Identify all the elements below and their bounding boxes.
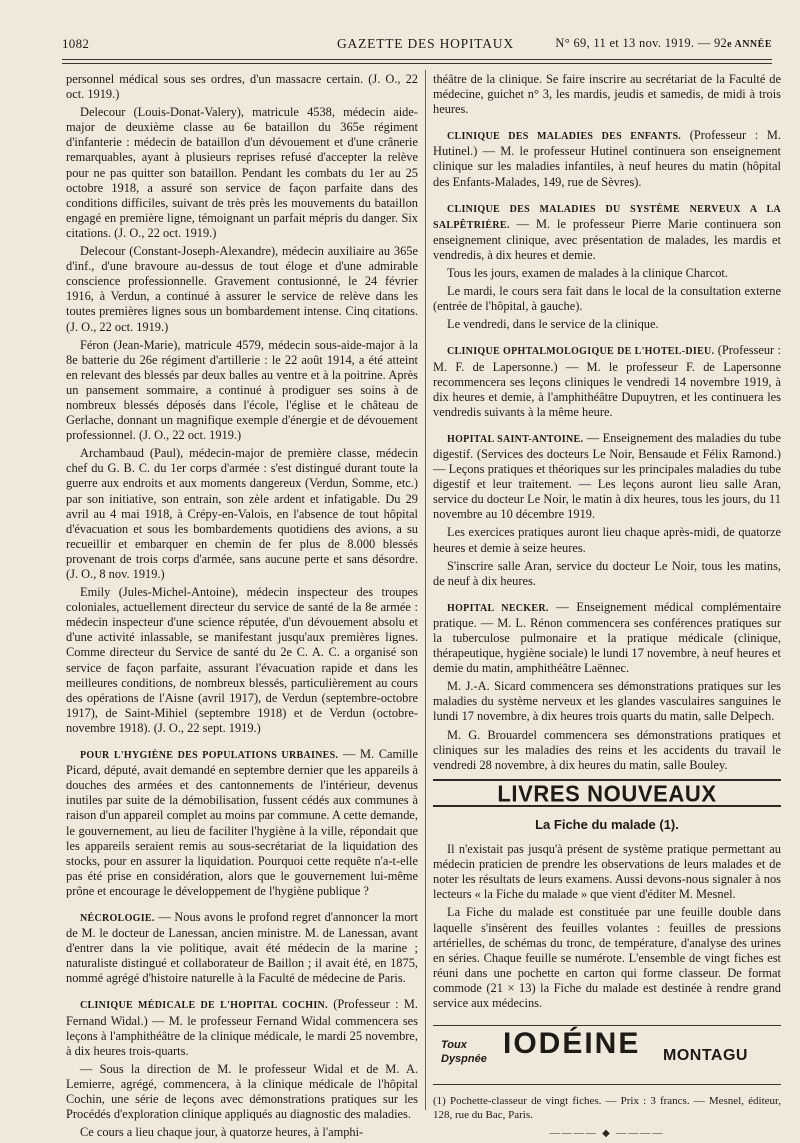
footnote: (1) Pochette-classeur de vingt fiches. — Prix : 3 francs. — Mesnel, éditeur, 128, rue du Bac, Paris. [433,1095,781,1121]
item-heading: NÉCROLOGIE. [80,912,155,924]
item-heading: HOPITAL SAINT-ANTOINE. [447,433,584,445]
ad-indications: Toux Dyspnée [441,1039,487,1066]
item-heading: CLINIQUE DES MALADIES DU SYSTÈME NERVEUX A LA SALPÊTRIÈRE. [433,203,781,231]
paragraph: La Fiche du malade est constituée par une feuille double dans laquelle s'insèrent des feuilles volantes : feuilles de pressions artérielles, de schémas du tronc, de température, d'analyse des urines en séries. Chaque feuille se numérote. L'ensemble de vingt fiches est réuni dans une pochette en carton qui forme classeur. De format commode (21 × 13) la Fiche du malade est destinée à rendre grand service aux médecins. [433,905,781,1010]
paragraph: Le vendredi, dans le service de la clinique. [447,317,659,332]
paragraph: Ce cours a lieu chaque jour, à quatorze heures, à l'amphi- [80,1125,364,1140]
header-rule-2 [62,63,772,64]
spacer [66,902,418,910]
ad-maker: MONTAGU [663,1047,748,1065]
running-header [62,33,772,55]
spacer [433,120,781,128]
right-column [433,72,781,1141]
fleuron-ornament: ———— ◆ ———— [549,1128,665,1140]
left-column [66,72,418,1143]
paragraph: Les exercices pratiques auront lieu chaque après-midi, de quatorze heures et demie à seize heures. [433,525,781,555]
necker-item: HOPITAL NECKER. — Enseignement médical complémentaire pratique. — M. L. Rénon commencera ses conférences pratiques sur la tuberculose pulmonaire et la pratique médicale (clinique, thérapeutique, hygiène sociale) le lundi 17 novembre, à neuf heures et demie du matin, amphithéâtre Laënnec. [433,599,781,676]
column-divider [425,70,426,1110]
item-heading: CLINIQUE DES MALADIES DES ENFANTS. [447,131,682,143]
paragraph: Il n'existait pas jusqu'à présent de système pratique permettant au médecin praticien de prendre les observations de leurs malades et de noter les résultats de leurs examens. Aussi devons-nous signaler à nos lecteurs « la Fiche du malade » que vient d'éditer M. Mesnel. [433,842,781,902]
item-heading: POUR L'HYGIÈNE DES POPULATIONS URBAINES. [80,750,339,762]
cochin-item: CLINIQUE MÉDICALE DE L'HOPITAL COCHIN. (Professeur : M. Fernand Widal.) — M. le professeur Fernand Widal commencera ses leçons à l'amphithéâtre de la clinique médicale, le mardi 25 novembre, à dix heures trois-quarts. [66,997,419,1058]
paragraph: Delecour (Louis-Donat-Valery), matricule 4538, médecin aide-major de deuxième classe au 6e bataillon du 365e régiment d'infanterie : médecin de bataillon d'un dévouement et d'une crânerie remarquables, ayant à plusieurs reprises refusé d'accepter la relève pour ne pas quitter son bataillon. Pendant les combats du 1er au 25 octobre 1918, a assuré son service de façon parfaite dans des conditions difficiles, suivant de très près les mouvements du bataillon engagé en première ligne, témoignant un parfait mépris du danger. Six citations. (J. O., 22 oct. 1919.) [66,105,418,240]
saint-antoine-item: HOPITAL SAINT-ANTOINE. — Enseignement des maladies du tube digestif. (Services des docteurs Le Noir, Bensaude et Félix Ramond.) — Leçons pratiques et théoriques sur les principales maladies du tube digestif et leur traitement. — Les leçons auront lieu salle Aran, service du docteur Le Noir, le matin à dix heures, tous les jours, du 11 novembre au 10 décembre 1919. [433,430,781,522]
section-title: LIVRES NOUVEAUX [497,780,717,807]
issue-info: N° 69, 11 et 13 nov. 1919. — 92e ANNÉE [555,36,772,50]
ad-brand: IODÉINE [503,1027,641,1061]
paragraph: S'inscrire salle Aran, service du docteur Le Noir, tous les matins, de neuf à dix heures. [433,558,781,588]
hygiene-item: POUR L'HYGIÈNE DES POPULATIONS URBAINES. — M. Camille Picard, député, avait demandé en septembre dernier que les appareils à douches des armées et des cantonnements de l'intérieur, devenus inutiles par suite de la démobilisation, fussent cédés aux communes à raison d'un appareil complet au moins par commune. A cette demande, le gouvernement, au lieu de faciliter l'hygiène à la ville, répondait que les appareils seraient remis au sous-secrétariat de la liquidation des stocks, pour en assurer la liquidation. Pourquoi cette requête n'a-t-elle pas été prise en considération, alors que le gouvernement lui-même prône et encourage le développement de l'hygiène publique ? [66,747,418,898]
item-heading: CLINIQUE MÉDICALE DE L'HOPITAL COCHIN. [80,1000,328,1012]
spacer [433,592,781,600]
spacer [66,739,418,747]
paragraph: Féron (Jean-Marie), matricule 4579, médecin sous-aide-major à la 8e batterie du 26e régiment d'artillerie : le 22 août 1914, a été atteint en relevant des blessés par deux balles au ventre et à la poitrine. Après un pansement sommaire, a continué à prodiguer ses soins à de nombreux blessés déposés dans l'école, l'église et le château de Gerlache, donnant un magnifique exemple d'énergie et de dévouement professionnel. (J. O., 22 oct. 1919.) [66,337,418,443]
journal-title: GAZETTE DES HOPITAUX [337,36,514,51]
paragraph: Tous les jours, examen de malades à la clinique Charcot. [447,266,728,281]
page-number: 1082 [62,36,90,51]
paragraph: Archambaud (Paul), médecin-major de première classe, médecin chef du G. B. C. du 1er corps d'armée : s'est distingué durant toute la guerre aux endroits et aux moments dangereux (Verdun, Somme, etc.) par son initiative, son entrain, son zèle ardent et infatigable. Du 29 avril au 4 mai 1918, à Crépy-en-Valois, en l'absence de tout hôpital d'évacuation et sous les bombardements quotidiens des avions, a su recueillir et embarquer en chemin de fer plus de 8.000 blessés provenant de trois corps d'armée, sans aucune perte et sans désordre. (J. O., 8 nov. 1919.) [66,446,418,581]
paragraph: M. J.-A. Sicard commencera ses démonstrations pratiques sur les maladies du système nerveux et les glandes vasculaires sanguines le lundi 17 novembre, à dix heures trois quarts du matin, salle Delpech. [433,679,781,724]
book-title: La Fiche du malade (1). [535,816,679,832]
salpetriere-item: CLINIQUE DES MALADIES DU SYSTÈME NERVEUX A LA SALPÊTRIÈRE. — M. le professeur Pierre Marie continuera son enseignement clinique, avec présentation de malades, les mardis et vendredis, à dix heures et demie. [433,203,781,262]
paragraph: Emily (Jules-Michel-Antoine), médecin inspecteur des troupes coloniales, actuellement directeur du service de santé de la 8e armée : médecin inspecteur d'une science réputée, d'un dévouement absolu et d'une activité inlassable, se manifestant jusqu'aux premières lignes. Comme directeur du Service de santé du 2e C. A. C. a organisé son service de façon parfaite, assurant l'évacuation rapide et dans les meilleures conditions, de nombreux blessés, particulièrement au cours des opérations de l'Aisne (avril 1917), de Verdun (septembre-octobre 1917), de Saint-Mihiel (septembre 1918) et de Verdun (octobre-novembre 1918). (J. O., 22 sept. 1919.) [66,585,418,735]
item-heading: HOPITAL NECKER. [447,602,549,614]
spacer [66,989,418,997]
paragraph: théâtre de la clinique. Se faire inscrire au secrétariat de la Faculté de médecine, guichet n° 3, les mardis, jeudis et samedis, de midi à trois heures. [433,72,781,117]
spacer [433,423,781,431]
header-rule [62,59,772,60]
paragraph: M. G. Brouardel commencera ses démonstrations pratiques et cliniques sur les maladies des reins et les accidents du travail le vendredi 28 novembre, à dix heures du matin, salle Bouley. [433,727,781,772]
paragraph: personnel médical sous ses ordres, d'un massacre certain. (J. O., 22 oct. 1919.) [66,72,418,102]
section-title-box [433,779,781,807]
ophtalmo-item: CLINIQUE OPHTALMOLOGIQUE DE L'HOTEL-DIEU. (Professeur : M. F. de Lapersonne.) — M. le professeur F. de Lapersonne recommencera ses leçons cliniques le vendredi 14 novembre 1919, à dix heures et demie, à l'amphithéâtre Dupuytren, et les continuera les vendredis suivants à la même heure. [433,343,781,419]
spacer [433,335,781,343]
item-heading: CLINIQUE OPHTALMOLOGIQUE DE L'HOTEL-DIEU. [447,346,715,358]
necrologie-item: NÉCROLOGIE. — Nous avons le profond regret d'annoncer la mort de M. le docteur de Lanessan, ancien ministre. M. de Lanessan, avant d'entrer dans la vie politique, avait été médecin de la marine ; naturaliste distingué et collaborateur de Baillon ; il avait été, en 1875, nommé agrégé d'histoire naturelle à la Faculté de médecine de Paris. [66,909,418,986]
paragraph: Le mardi, le cours sera fait dans le local de la consultation externe (entrée de l'hôpital, à gauche). [433,284,781,314]
paragraph: — Sous la direction de M. le professeur Widal et de M. A. Lemierre, agrégé, commencera, à la clinique médicale de l'hôpital Cochin, une série de leçons avec démonstrations pratiques sur les Procédés d'exploration clinique appliqués au diagnostic des maladies. [66,1061,418,1122]
advertisement [433,1025,781,1085]
paragraph: Delecour (Constant-Joseph-Alexandre), médecin auxiliaire au 365e d'inf., d'une bravoure au-dessus de tout éloge et d'une admirable conscience professionnelle. Gravement contusionné, le 24 février 1916, à Verdun, a continué à assurer le service de relève dans les toutes premières lignes sous un bombardement intense. Cinq citations. (J. O., 22 oct. 1919.) [66,244,418,334]
enfants-item: CLINIQUE DES MALADIES DES ENFANTS. (Professeur : M. Hutinel.) — M. le professeur Hutinel continuera son enseignement clinique sur les maladies infantiles, à neuf heures du matin (hôpital des Enfants-Malades, 149, rue de Sèvres). [433,128,781,189]
spacer [433,193,781,201]
